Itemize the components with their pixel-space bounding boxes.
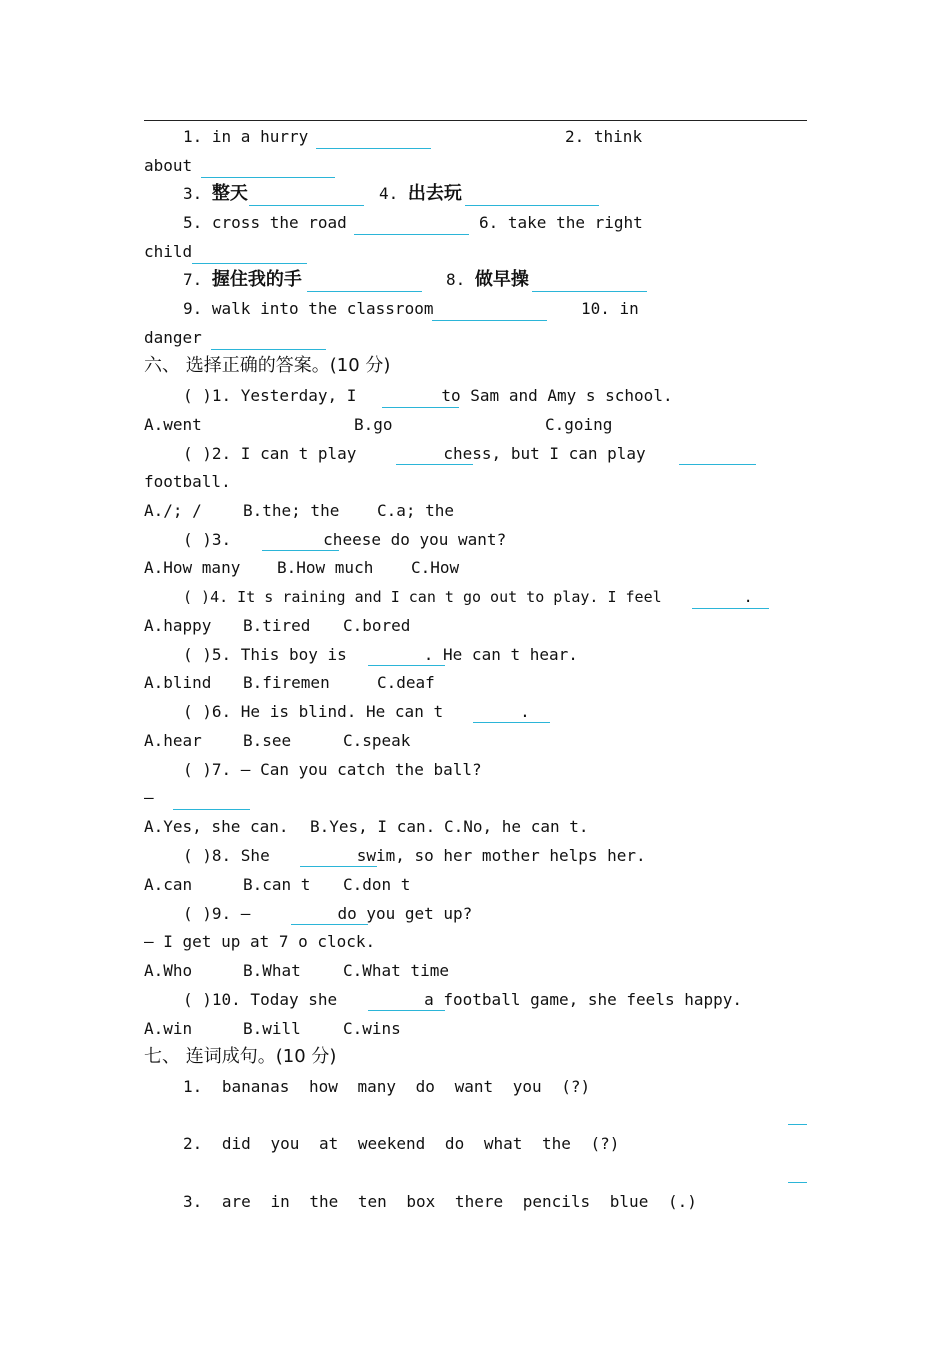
phrase-2-cont: about bbox=[144, 156, 193, 175]
question-2: ( )2. I can t play chess, but I can play bbox=[183, 444, 646, 463]
q1-option-a[interactable]: A.went bbox=[144, 415, 202, 434]
blank-phrase-4[interactable] bbox=[465, 205, 599, 206]
blank-q4[interactable] bbox=[692, 608, 769, 609]
phrase-7: 7. 握住我的手 bbox=[183, 269, 302, 290]
phrase-4: 4. 出去玩 bbox=[379, 183, 462, 204]
q10-option-c[interactable]: C.wins bbox=[343, 1019, 401, 1038]
q2-option-c[interactable]: C.a; the bbox=[377, 501, 455, 520]
question-6: ( )6. He is blind. He can t . bbox=[183, 702, 530, 721]
phrase-10-cont: danger bbox=[144, 328, 202, 347]
q7-option-c[interactable]: C.No, he can t. bbox=[444, 817, 589, 836]
phrase-6-cont: child bbox=[144, 242, 193, 261]
q8-option-c[interactable]: C.don t bbox=[343, 875, 411, 894]
q1-option-c[interactable]: C.going bbox=[545, 415, 613, 434]
q8-option-a[interactable]: A.can bbox=[144, 875, 193, 894]
blank-phrase-5[interactable] bbox=[354, 234, 469, 235]
question-7-cont: — bbox=[144, 788, 154, 807]
blank-phrase-6[interactable] bbox=[192, 263, 307, 264]
phrase-6: 6. take the right bbox=[479, 213, 643, 232]
blank-sentence-2[interactable] bbox=[788, 1182, 807, 1183]
blank-phrase-8[interactable] bbox=[532, 291, 647, 292]
phrase-5: 5. cross the road bbox=[183, 213, 347, 232]
blank-q3[interactable] bbox=[262, 550, 339, 551]
q6-option-c[interactable]: C.speak bbox=[343, 731, 411, 750]
blank-phrase-10[interactable] bbox=[211, 349, 326, 350]
sentence-2: 2. did you at weekend do what the (?) bbox=[183, 1134, 620, 1153]
q3-option-a[interactable]: A.How many bbox=[144, 558, 241, 577]
q5-option-a[interactable]: A.blind bbox=[144, 673, 212, 692]
question-1: ( )1. Yesterday, I to Sam and Amy s school. bbox=[183, 386, 673, 405]
question-5: ( )5. This boy is . He can t hear. bbox=[183, 645, 578, 664]
blank-phrase-1[interactable] bbox=[316, 148, 431, 149]
phrase-1: 1. in a hurry bbox=[183, 127, 309, 146]
blank-q2-b[interactable] bbox=[679, 464, 756, 465]
q10-option-a[interactable]: A.win bbox=[144, 1019, 193, 1038]
blank-phrase-3[interactable] bbox=[249, 205, 364, 206]
phrase-2: 2. think bbox=[565, 127, 643, 146]
sentence-1: 1. bananas how many do want you (?) bbox=[183, 1077, 591, 1096]
phrase-10: 10. in bbox=[581, 299, 639, 318]
q4-option-c[interactable]: C.bored bbox=[343, 616, 411, 635]
q7-option-a[interactable]: A.Yes, she can. bbox=[144, 817, 289, 836]
question-8: ( )8. She swim, so her mother helps her. bbox=[183, 846, 646, 865]
question-9-cont: — I get up at 7 o clock. bbox=[144, 932, 376, 951]
question-7: ( )7. — Can you catch the ball? bbox=[183, 760, 482, 779]
question-4: ( )4. It s raining and I can t go out to play. I feel . bbox=[183, 588, 753, 606]
phrase-8: 8. 做早操 bbox=[446, 269, 529, 290]
q9-option-a[interactable]: A.Who bbox=[144, 961, 193, 980]
q7-option-b[interactable]: B.Yes, I can. bbox=[310, 817, 436, 836]
sentence-3: 3. are in the ten box there pencils blue (.) bbox=[183, 1192, 697, 1211]
blank-sentence-1[interactable] bbox=[788, 1124, 807, 1125]
question-3: ( )3. cheese do you want? bbox=[183, 530, 507, 549]
blank-q7[interactable] bbox=[173, 809, 250, 810]
question-9: ( )9. — do you get up? bbox=[183, 904, 473, 923]
q2-option-a[interactable]: A./; / bbox=[144, 501, 202, 520]
question-2-cont: football. bbox=[144, 472, 231, 491]
question-10: ( )10. Today she a football game, she feels happy. bbox=[183, 990, 743, 1009]
q5-option-c[interactable]: C.deaf bbox=[377, 673, 435, 692]
q3-option-c[interactable]: C.How bbox=[411, 558, 460, 577]
blank-phrase-2[interactable] bbox=[201, 177, 335, 178]
q4-option-b[interactable]: B.tired bbox=[243, 616, 311, 635]
blank-q10[interactable] bbox=[368, 1010, 445, 1011]
phrase-3: 3. 整天 bbox=[183, 183, 248, 204]
blank-q2-a[interactable] bbox=[396, 464, 473, 465]
blank-q6[interactable] bbox=[473, 722, 550, 723]
section-6-title: 六、 选择正确的答案。(10 分) bbox=[144, 355, 391, 376]
top-rule bbox=[144, 120, 807, 121]
blank-q9[interactable] bbox=[291, 924, 368, 925]
q2-option-b[interactable]: B.the; the bbox=[243, 501, 340, 520]
blank-q1[interactable] bbox=[382, 407, 459, 408]
q1-option-b[interactable]: B.go bbox=[354, 415, 393, 434]
blank-phrase-9[interactable] bbox=[432, 320, 547, 321]
blank-q8[interactable] bbox=[300, 866, 377, 867]
q9-option-b[interactable]: B.What bbox=[243, 961, 301, 980]
q3-option-b[interactable]: B.How much bbox=[277, 558, 374, 577]
q6-option-b[interactable]: B.see bbox=[243, 731, 292, 750]
q8-option-b[interactable]: B.can t bbox=[243, 875, 311, 894]
phrase-9: 9. walk into the classroom bbox=[183, 299, 434, 318]
blank-phrase-7[interactable] bbox=[307, 291, 422, 292]
section-7-title: 七、 连词成句。(10 分) bbox=[144, 1046, 337, 1067]
q5-option-b[interactable]: B.firemen bbox=[243, 673, 330, 692]
q9-option-c[interactable]: C.What time bbox=[343, 961, 449, 980]
q10-option-b[interactable]: B.will bbox=[243, 1019, 301, 1038]
q6-option-a[interactable]: A.hear bbox=[144, 731, 202, 750]
blank-q5[interactable] bbox=[368, 665, 445, 666]
q4-option-a[interactable]: A.happy bbox=[144, 616, 212, 635]
